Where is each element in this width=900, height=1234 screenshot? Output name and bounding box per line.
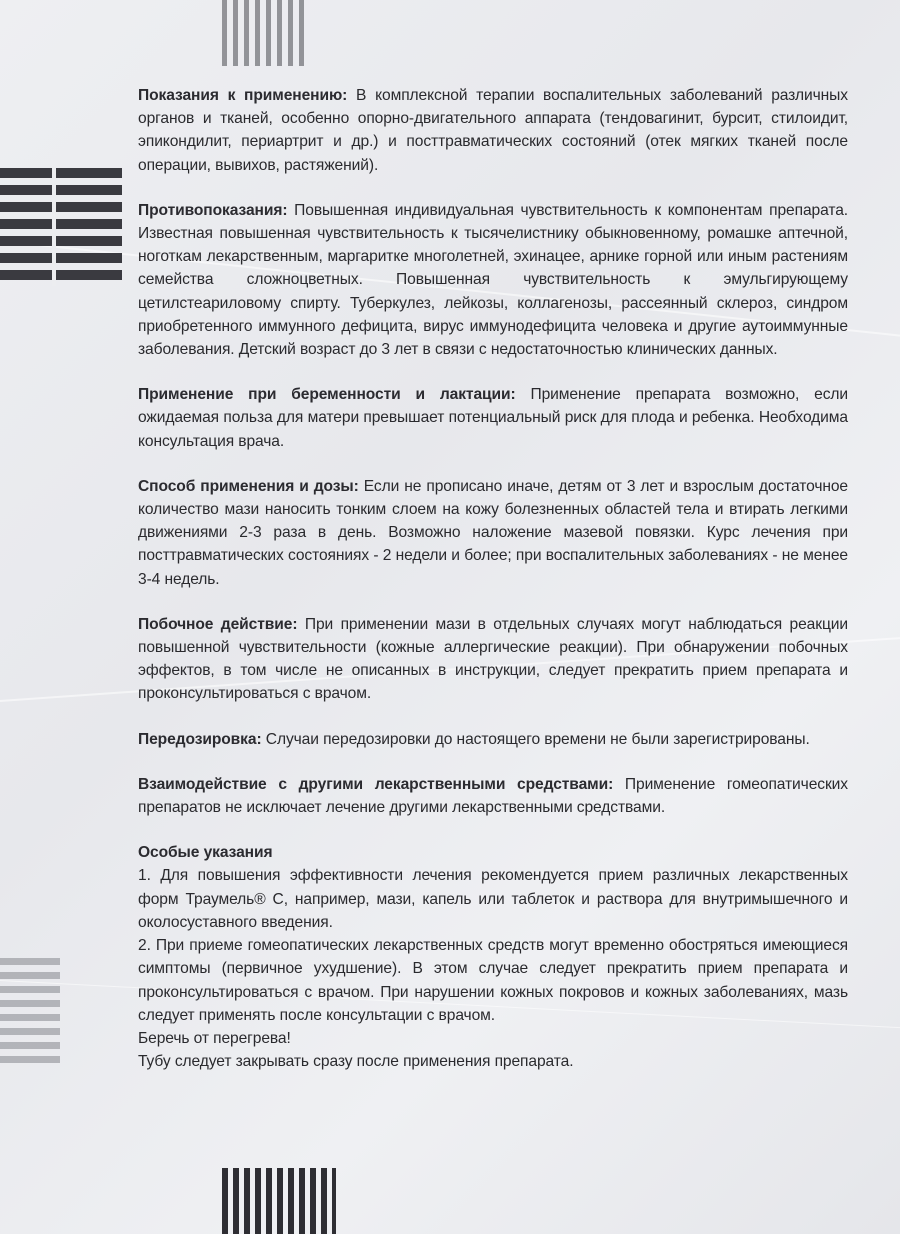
print-registration-marks-left-faded xyxy=(0,958,60,1068)
section-dosage xyxy=(138,475,848,591)
section-body: При применении мази в отдельных случаях могут наблюдаться реакции повышенной чувствительности (кожные аллергические реакции). При обнаружении побочных эффектов, в том числе не описанных в инструкции, следует прекратить прием препарата и проконсультироваться с врачом. xyxy=(138,615,849,703)
special-item: 1. Для повышения эффективности лечения рекомендуется прием различных лекарственных форм Траумель® С, например, мази, капель или таблеток и раствора для внутримышечного и околосуставного введения. xyxy=(138,867,848,931)
section-overdose xyxy=(138,728,848,751)
section-contraindications xyxy=(138,199,848,361)
section-body: В комплексной терапии воспалительных заболеваний различных органов и тканей, особенно опорно-двигательного аппарата (тендовагинит, бурсит, стилоидит, эпикондилит, периартрит и др.) и посттравматических состояний (отек мягких тканей после операции, вывихов, растяжений). xyxy=(138,87,848,174)
special-item: 2. При приеме гомеопатических лекарственных средств могут временно обостряться имеющиеся симптомы (первичное ухудшение). В этом случае следует прекратить прием препарата и проконсультироваться с врачом. При нарушении кожных покровов и кожных заболеваниях, мазь следует применять после консультации с врачом. xyxy=(138,937,848,1024)
section-indications xyxy=(138,84,848,177)
print-registration-marks-bottom xyxy=(222,1168,336,1234)
special-item: Тубу следует закрывать сразу после применения препарата. xyxy=(138,1053,574,1071)
section-side-effects xyxy=(138,613,848,706)
section-pregnancy xyxy=(138,383,848,453)
print-registration-marks-top xyxy=(222,0,310,66)
section-heading: Взаимодействие с другими лекарственными средствами: xyxy=(138,775,614,793)
section-heading: Показания к применению: xyxy=(138,87,348,104)
section-body: Применение гомеопатических препаратов не исключает лечение другими лекарственными средствами. xyxy=(138,775,848,817)
section-body: Применение препарата возможно, если ожидаемая польза для матери превышает потенциальный риск для плода и ребенка. Необходима консультация врача. xyxy=(138,386,849,450)
section-heading: Применение при беременности и лактации: xyxy=(138,386,516,404)
section-body: Повышенная индивидуальная чувствительность к компонентам препарата. Известная повышенная чувствительность к тысячелистнику обыкновенному, ромашке аптечной, ноготкам лекарственным, маргаритке многолетней, эхинацее, арнике горной или иным растениям семейства сложноцветных. Повышенная чувствительность к эмульгирующему цетилстеариловому спирту. Туберкулез, лейкозы, коллагенозы, рассеянный склероз, синдром приобретенного иммунного дефицита, вирус иммунодефицита человека и другие аутоиммунные заболевания. Детский возраст до 3 лет в связи с недостаточностью клинических данных. xyxy=(138,201,849,359)
section-heading: Передозировка: xyxy=(138,730,262,748)
section-heading: Особые указания xyxy=(138,844,273,862)
special-item: Беречь от перегрева! xyxy=(138,1029,291,1047)
section-heading: Побочное действие: xyxy=(138,615,298,633)
print-registration-marks-left xyxy=(0,168,122,286)
instructions-text xyxy=(138,84,848,1095)
section-special-instructions xyxy=(138,841,848,1073)
section-heading: Способ применения и дозы: xyxy=(138,477,359,495)
section-interactions xyxy=(138,773,848,819)
section-heading: Противопоказания: xyxy=(138,201,288,219)
section-body: Случаи передозировки до настоящего времени не были зарегистрированы. xyxy=(265,730,810,748)
section-body: Если не прописано иначе, детям от 3 лет и взрослым достаточное количество мази наносить тонким слоем на кожу болезненных областей тела и втирать легкими движениями 2-3 раза в день. Возможно наложение мазевой повязки. Курс лечения при посттравматических состояниях - 2 недели и более; при воспалительных заболеваниях - не менее 3-4 недель. xyxy=(138,477,849,588)
